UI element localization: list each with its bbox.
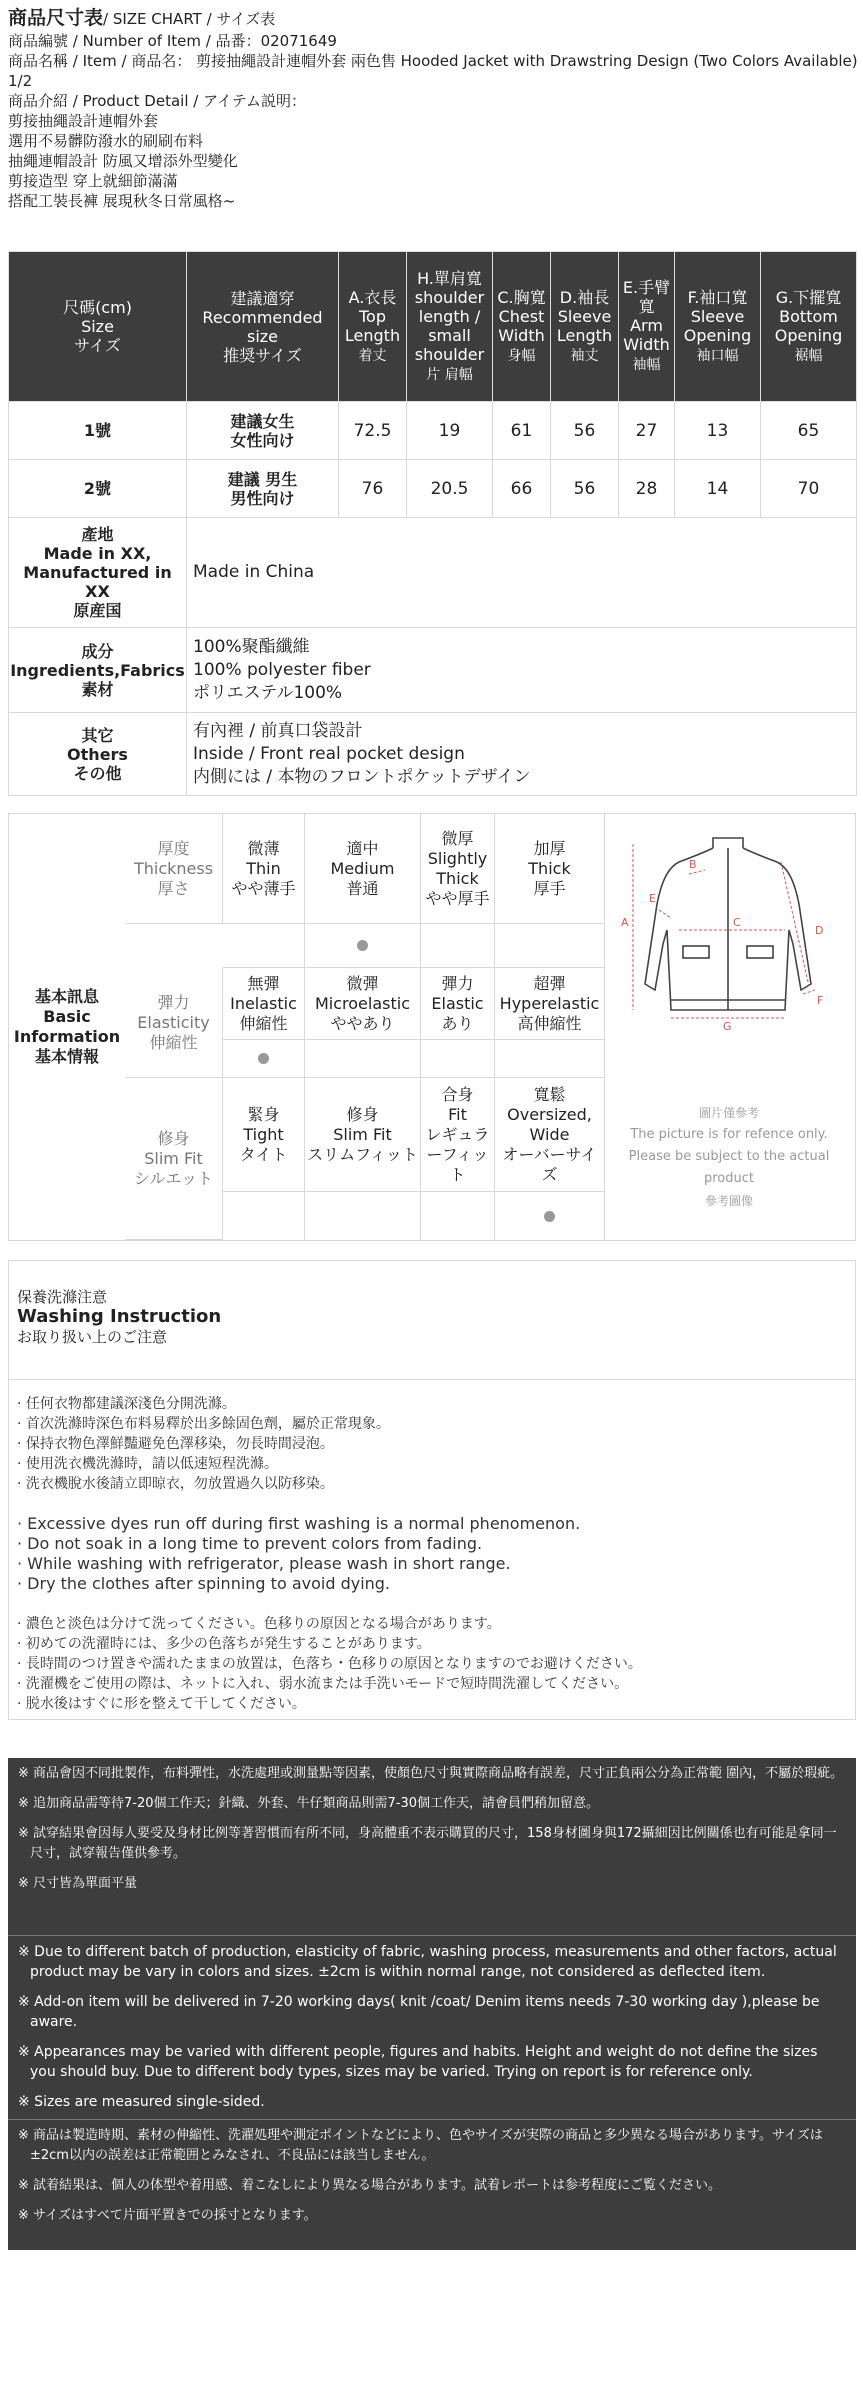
cell-value: 19	[407, 402, 493, 460]
thickness-option-thick: 加厚 Thick 厚手	[495, 814, 605, 924]
fit-option-oversized: 寬鬆 Oversized, Wide オーバーサイズ	[495, 1078, 605, 1192]
cell-value: 61	[493, 402, 551, 460]
fabric-row	[9, 628, 857, 713]
diagram-letter: B	[689, 858, 697, 871]
list-item: · 首次洗滌時深色布料易釋於出多餘固色劑，屬於正常現象。	[17, 1416, 390, 1432]
diagram-letter: E	[649, 892, 656, 905]
elasticity-head: 彈力 Elasticity 伸縮性	[125, 968, 223, 1078]
column-header: G.下擺寬 Bottom Opening 裾幅	[761, 252, 857, 402]
column-header: 建議適穿 Recommended size 推奨サイズ	[187, 252, 339, 402]
column-header: H.單肩寬 shoulder length / small shoulder 片 肩幅	[407, 252, 493, 402]
diagram-note: 圖片僅參考 The picture is for refence only. Please be subject to the actual product 參考圖像	[628, 1106, 830, 1208]
column-header: C.胸寬 Chest Width 身幅	[493, 252, 551, 402]
washing-title-ja: お取り扱い上のご注意	[17, 1328, 168, 1346]
elasticity-marker-slot	[495, 1040, 605, 1078]
column-header: D.袖長 Sleeve Length 袖丈	[551, 252, 619, 402]
elasticity-option-hyperelastic: 超彈 Hyperelastic 高伸縮性	[495, 968, 605, 1040]
cell-value: 72.5	[339, 402, 407, 460]
elasticity-option-microelastic: 微彈 Microelastic ややあり	[305, 968, 421, 1040]
cell-value: 20.5	[407, 460, 493, 518]
cell-value: 56	[551, 402, 619, 460]
origin-label: 產地 Made in XX, Manufactured in XX 原産国	[9, 518, 187, 628]
fit-marker-slot	[495, 1192, 605, 1240]
list-item: · Dry the clothes after spinning to avoid dying.	[17, 1574, 391, 1593]
size-table	[8, 251, 857, 796]
table-row	[9, 460, 857, 518]
item-name: 商品名稱 / Item / 商品名： 剪接抽繩設計連帽外套 兩色售 Hooded Jacket with Drawstring Design (Two Colors Available) 1/2	[8, 52, 858, 90]
list-item: · 洗濯機をご使用の際は、ネットに入れ、弱水流または手洗いモードで短時間洗濯してください。	[17, 1676, 629, 1692]
other-row	[9, 713, 857, 796]
fit-marker-slot	[223, 1192, 305, 1240]
note-item: ※ 尺寸皆為單面平量	[18, 1876, 138, 1891]
cell-value: 28	[619, 460, 675, 518]
selected-dot-icon	[357, 940, 368, 951]
cell-value: 13	[675, 402, 761, 460]
origin-value: Made in China	[187, 518, 857, 628]
diagram-letter: G	[723, 1020, 732, 1030]
note-item: ※ サイズはすべて片面平置きでの採寸となります。	[18, 2208, 317, 2223]
notes-zh	[8, 1758, 856, 1936]
title-zh: 商品尺寸表	[8, 7, 104, 29]
elasticity-marker-slot	[421, 1040, 495, 1078]
jacket-diagram	[609, 834, 849, 1030]
selected-dot-icon	[258, 1053, 269, 1064]
note-item: ※ Due to different batch of production, elasticity of fabric, washing process, measurements and other factors, actual product may be vary in colors and sizes. ±2cm is within normal range, not considered as deflected item.	[18, 1944, 837, 1980]
cell-value: 76	[339, 460, 407, 518]
detail-line: 抽繩連帽設計 防風又增添外型變化	[8, 152, 238, 170]
thickness-option-slightly-thick: 微厚 Slightly Thick やや厚手	[421, 814, 495, 924]
washing-instructions	[8, 1380, 856, 1720]
thickness-marker-slot	[421, 924, 495, 968]
list-item: · 任何衣物都建議深淺色分開洗滌。	[17, 1396, 236, 1412]
cell-value: 14	[675, 460, 761, 518]
detail-heading: 商品介紹 / Product Detail / アイテム説明：	[8, 92, 306, 110]
selected-dot-icon	[544, 1211, 555, 1222]
washing-title-zh: 保養洗滌注意	[17, 1288, 108, 1306]
washing-header	[8, 1260, 856, 1380]
elasticity-option-inelastic: 無彈 Inelastic 伸縮性	[223, 968, 305, 1040]
size-label: 1號	[9, 402, 187, 460]
cell-value: 65	[761, 402, 857, 460]
origin-row	[9, 518, 857, 628]
detail-line: 剪接造型 穿上就細節滿滿	[8, 172, 178, 190]
column-header: E.手臂寬 Arm Width 袖幅	[619, 252, 675, 402]
thickness-option-thin: 微薄 Thin やや薄手	[223, 814, 305, 924]
size-label: 2號	[9, 460, 187, 518]
note-item: ※ Appearances may be varied with different people, figures and habits. Height and weight do not define the sizes you should buy. Due to different body types, sizes may be varied. Trying on report is for reference only.	[18, 2044, 818, 2080]
fit-option-tight: 緊身 Tight タイト	[223, 1078, 305, 1192]
list-item: · 長時間のつけ置きや濡れたままの放置は，色落ち・色移りの原因となりますのでお避けください。	[17, 1656, 642, 1672]
title-sub: / SIZE CHART / サイズ表	[103, 10, 276, 28]
cell-value: 66	[493, 460, 551, 518]
fit-marker-slot	[421, 1192, 495, 1240]
item-number: 商品編號 / Number of Item / 品番：02071649	[8, 32, 337, 50]
column-header: A.衣長 Top Length 着丈	[339, 252, 407, 402]
cell-value: 56	[551, 460, 619, 518]
fit-marker-slot	[305, 1192, 421, 1240]
note-item: ※ Sizes are measured single-sided.	[18, 2094, 265, 2110]
note-item: ※ 試穿結果會因每人要受及身材比例等著習慣而有所不同，身高體重不表示購買的尺寸，158身材圖身與172攝細因比例關係也有可能是拿同一尺寸，試穿報告僅供參考。	[18, 1826, 837, 1861]
note-item: ※ 商品會因不同批製作，布料彈性，水洗處理或測量點等因素，使顏色尺寸與實際商品略有誤差，尺寸正負兩公分為正常範 圍內，不屬於瑕疵。	[18, 1766, 844, 1781]
recommended-size: 建議 男生 男性向け	[187, 460, 339, 518]
thickness-marker-slot	[495, 924, 605, 968]
note-item: ※ 商品は製造時期、素材の伸縮性、洗濯処理や測定ポイントなどにより、色やサイズが実際の商品と多少異なる場合があります。サイズは±2cm以内の誤差は正常範囲とみなされ、不良品には該当しません。	[18, 2128, 823, 2163]
thickness-marker-slot	[223, 924, 305, 968]
diagram-letter: A	[621, 916, 629, 929]
diagram-letter: C	[733, 916, 741, 929]
diagram-letter: F	[817, 994, 824, 1007]
note-item: ※ Add-on item will be delivered in 7-20 working days( knit /coat/ Denim items needs 7-30 working day ),please be aware.	[18, 1994, 820, 2030]
list-item: · 初めての洗濯時には、多少の色落ちが発生することがあります。	[17, 1636, 431, 1652]
cell-value: 27	[619, 402, 675, 460]
basic-info-label: 基本訊息 Basic Information 基本情報	[13, 987, 121, 1066]
list-item: · While washing with refrigerator, please wash in short range.	[17, 1554, 511, 1573]
fit-head: 修身 Slim Fit シルエット	[125, 1078, 223, 1240]
note-item: ※ 試着結果は、個人の体型や着用感、着こなしにより異なる場合があります。試着レポートは参考程度にご覧ください。	[18, 2178, 721, 2193]
notes-ja	[8, 2120, 856, 2250]
list-item: · Do not soak in a long time to prevent colors from fading.	[17, 1534, 483, 1553]
cell-value: 70	[761, 460, 857, 518]
table-header-row	[9, 252, 857, 402]
detail-line: 選用不易髒防潑水的刷刷布料	[8, 132, 204, 150]
detail-line: 剪接抽繩設計連帽外套	[8, 112, 159, 130]
column-header: 尺碼(cm) Size サイズ	[9, 252, 187, 402]
diagram-letter: D	[815, 924, 824, 937]
fabric-value: 100%聚酯纖維 100% polyester fiber ポリエステル100%	[187, 628, 857, 713]
washing-title-en: Washing Instruction	[17, 1306, 222, 1327]
list-item: · 保持衣物色澤鮮豔避免色澤移染，勿長時間浸泡。	[17, 1436, 334, 1452]
list-item: · 濃色と淡色は分けて洗ってください。色移りの原因となる場合があります。	[17, 1616, 501, 1632]
elasticity-option-elastic: 彈力 Elastic あり	[421, 968, 495, 1040]
note-item: ※ 追加商品需等待7-20個工作天；針織、外套、牛仔類商品則需7-30個工作天，請會員們稍加留意。	[18, 1796, 600, 1811]
thickness-marker-slot	[305, 924, 421, 968]
thickness-option-medium: 適中 Medium 普通	[305, 814, 421, 924]
thickness-head: 厚度 Thickness 厚さ	[125, 814, 223, 924]
elasticity-marker-slot	[305, 1040, 421, 1078]
list-item: · 脱水後はすぐに形を整えて干してください。	[17, 1696, 306, 1712]
column-header: F.袖口寬 Sleeve Opening 袖口幅	[675, 252, 761, 402]
recommended-size: 建議女生 女性向け	[187, 402, 339, 460]
basic-info-panel	[8, 813, 856, 1241]
table-row	[9, 402, 857, 460]
list-item: · 洗衣機脫水後請立即晾衣，勿放置過久以防移染。	[17, 1476, 334, 1492]
other-value: 有內裡 / 前真口袋設計 Inside / Front real pocket design 内側には / 本物のフロントポケットデザイン	[187, 713, 857, 796]
product-header	[8, 8, 858, 211]
detail-line: 搭配工裝長褲 展現秋冬日常風格~	[8, 192, 236, 210]
list-item: · Excessive dyes run off during first washing is a normal phenomenon.	[17, 1514, 581, 1533]
notes-en	[8, 1936, 856, 2120]
list-item: · 使用洗衣機洗滌時，請以低速短程洗滌。	[17, 1456, 278, 1472]
other-label: 其它 Others その他	[9, 713, 187, 796]
fit-option-slim-fit: 修身 Slim Fit スリムフィット	[305, 1078, 421, 1192]
elasticity-marker-slot	[223, 1040, 305, 1078]
fabric-label: 成分 Ingredients,Fabrics 素材	[9, 628, 187, 713]
fit-option-regular-fit: 合身 Fit レギュラーフィット	[421, 1078, 495, 1192]
size-chart-title	[8, 8, 858, 29]
